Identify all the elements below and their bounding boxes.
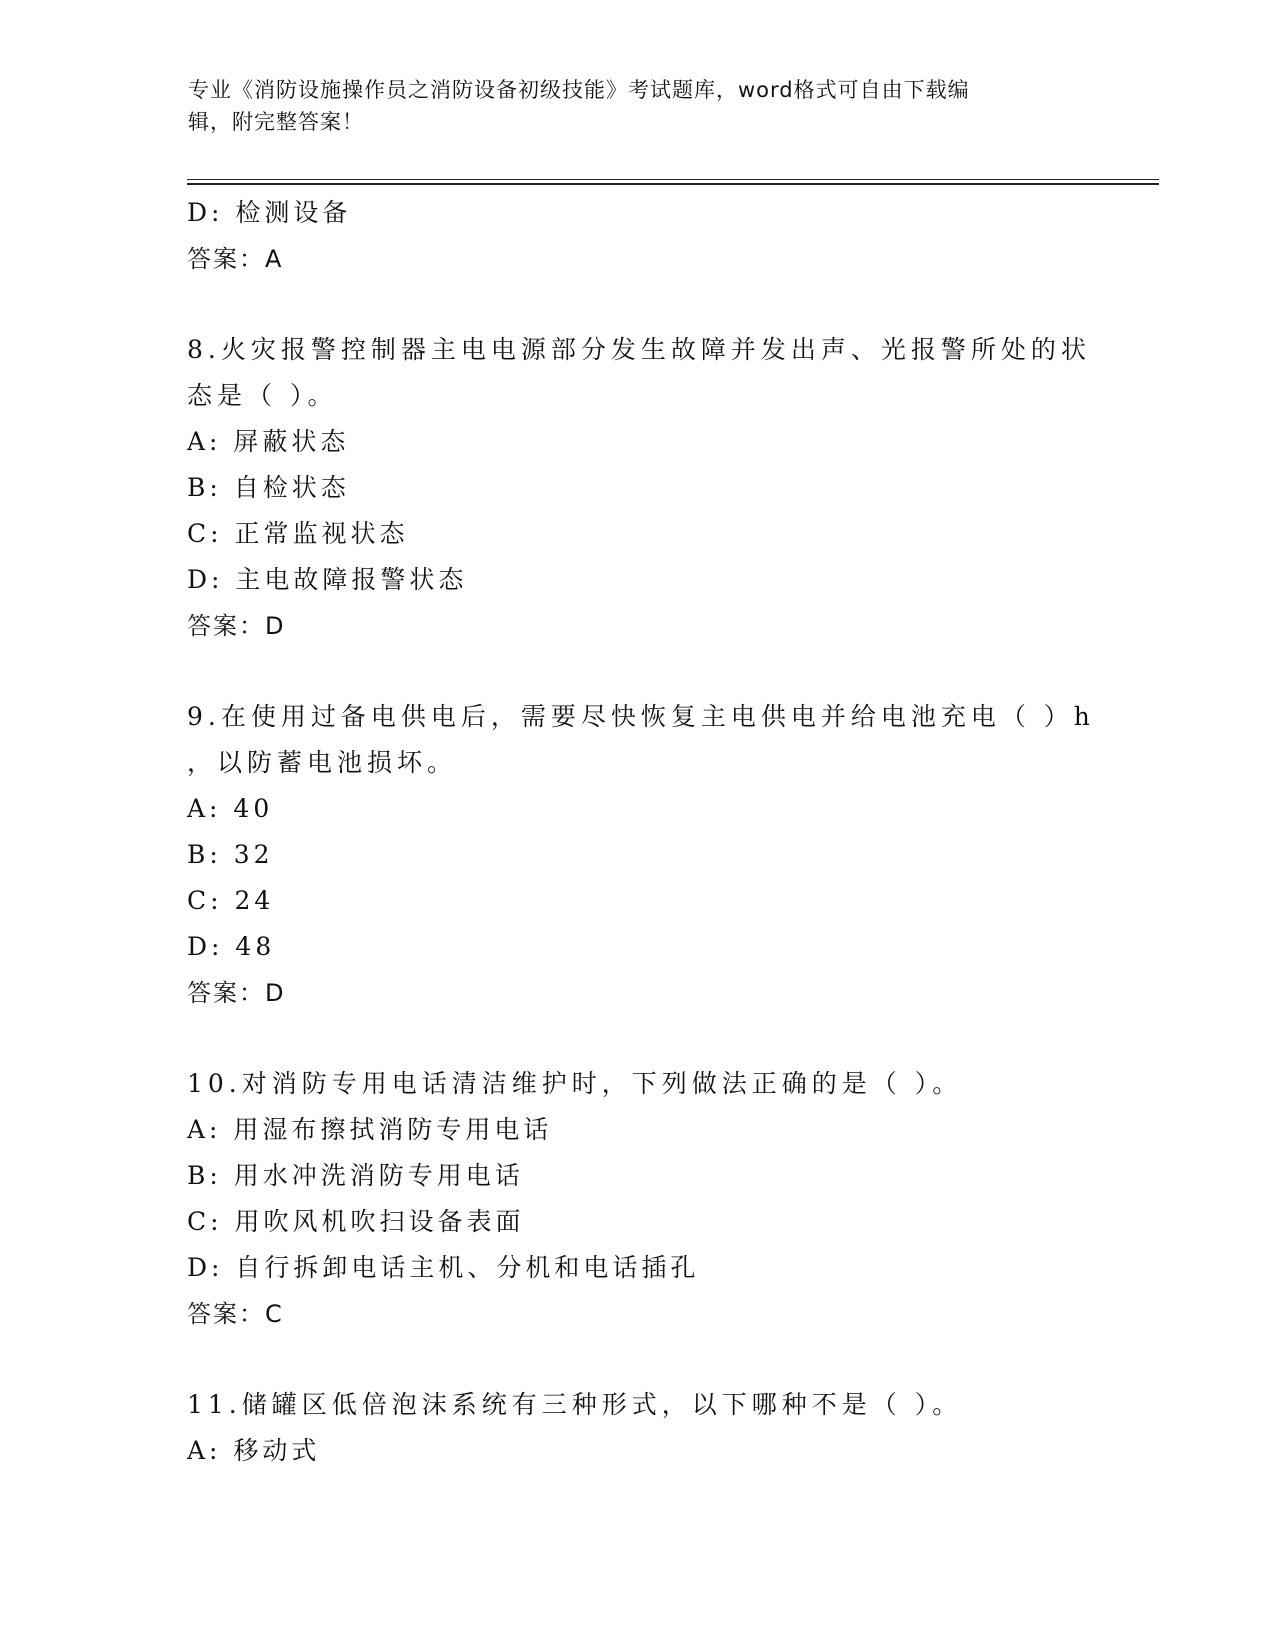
question-8-option-a: A: 屏蔽状态 <box>187 427 350 456</box>
spacer <box>187 282 1087 327</box>
question-11-stem-line: 11.储罐区低倍泡沫系统有三种形式，以下哪种不是（ ）。 <box>187 1390 963 1419</box>
question-10-option-b: B: 用水冲洗消防专用电话 <box>187 1161 524 1190</box>
prev-option-d: D: 检测设备 <box>187 198 352 227</box>
prev-answer: 答案：A <box>187 245 284 273</box>
question-9-option-b: B: 32 <box>187 840 274 869</box>
question-9-option-a: A: 40 <box>187 794 274 823</box>
spacer <box>187 1016 1087 1061</box>
header-divider-thick <box>187 183 1159 185</box>
question-11-option-a: A: 移动式 <box>187 1436 321 1465</box>
spacer <box>187 1337 1087 1382</box>
question-8-stem-line: 态是（ ）。 <box>187 381 338 410</box>
spacer <box>187 649 1087 694</box>
question-10-option-d: D: 自行拆卸电话主机、分机和电话插孔 <box>187 1253 700 1282</box>
question-9-option-c: C: 24 <box>187 886 275 915</box>
question-10-option-a: A: 用湿布擦拭消防专用电话 <box>187 1115 553 1144</box>
question-8-answer: 答案：D <box>187 612 286 640</box>
question-9-option-d: D: 48 <box>187 932 276 961</box>
question-9-answer: 答案：D <box>187 979 286 1007</box>
question-content <box>187 190 1095 1474</box>
question-8-stem <box>187 327 1091 419</box>
header-divider-thin <box>187 179 1159 180</box>
header-line-2: 辑，附完整答案！ <box>188 110 364 134</box>
question-9-stem-line: 9.在使用过备电供电后，需要尽快恢复主电供电并给电池充电（ ）h <box>187 702 1095 731</box>
question-8-stem-line: 8.火灾报警控制器主电电源部分发生故障并发出声、光报警所处的状 <box>187 335 1091 364</box>
question-11-stem <box>187 1382 1087 1428</box>
question-8-option-d: D: 主电故障报警状态 <box>187 565 468 594</box>
header-line-1: 专业《消防设施操作员之消防设备初级技能》考试题库，word格式可自由下载编 <box>188 78 970 102</box>
question-10-stem-line: 10.对消防专用电话清洁维护时，下列做法正确的是（ ）。 <box>187 1069 963 1098</box>
question-8-option-c: C: 正常监视状态 <box>187 519 409 548</box>
question-9-stem-line: ，以防蓄电池损坏。 <box>187 748 458 777</box>
document-header <box>188 74 1088 138</box>
question-10-answer: 答案：C <box>187 1300 284 1328</box>
question-9-stem <box>187 694 1095 786</box>
question-10-stem <box>187 1061 1087 1107</box>
question-8-option-b: B: 自检状态 <box>187 473 350 502</box>
question-10-option-c: C: 用吹风机吹扫设备表面 <box>187 1207 525 1236</box>
